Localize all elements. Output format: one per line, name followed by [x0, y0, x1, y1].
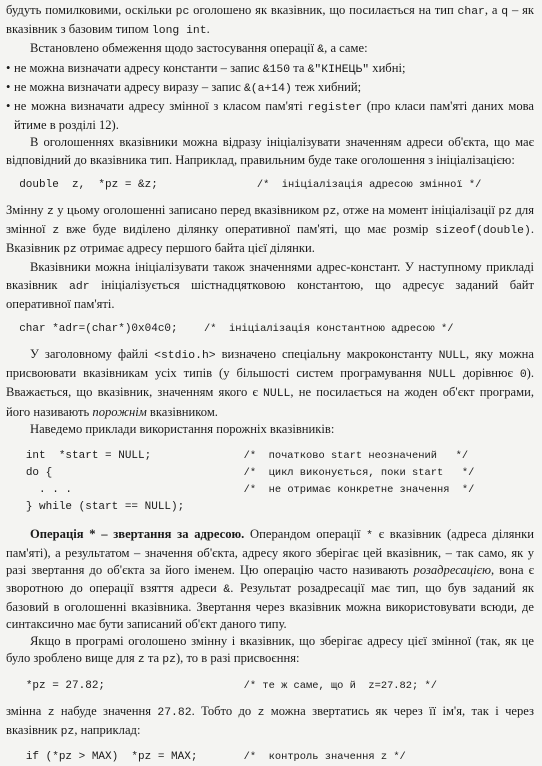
text: , яку можна присвоювати вказівникам усіх типів (у більшості систем програмування: [6, 347, 534, 381]
text: , наприклад:: [74, 722, 141, 737]
code-line: *pz = 27.82;: [25, 679, 106, 692]
code-line: . . .: [25, 484, 73, 497]
code-inline: sizeof(double): [435, 225, 531, 238]
restriction-list: [6, 60, 534, 135]
text: . Результат розадресації має тип, що був заданий як базовий в оголошенні вказівника. Звертання через вказівник можна використовувати всюди, де синтаксично має бути записаний об'єкт даного типу.: [6, 580, 534, 632]
paragraph-const-address: [6, 259, 534, 313]
code-inline: NULL: [428, 369, 456, 382]
text: ініціалізується шістнадцятковою константою, що адресує заданий байт оперативної пам'яті.: [6, 277, 534, 311]
code-line: double z, *pz = &z;: [19, 178, 158, 191]
text: оголошено як вказівник, що посилається на тип: [189, 3, 458, 17]
code-comment: /* цикл виконується, поки start */: [243, 467, 475, 480]
code-inline: <stdio.h>: [154, 350, 216, 363]
text: , отже на момент ініціалізації: [336, 202, 499, 217]
text: Вказівники можна ініціалізувати також значеннями адрес-констант. У наступному прикладі вказівник: [6, 260, 534, 292]
text: , не посилається на жоден об'єкт програми, його називають: [6, 385, 534, 419]
code-inline: pc: [175, 6, 190, 18]
text: змінна: [6, 703, 48, 718]
code-inline: q: [501, 6, 509, 18]
code-comment: /* те ж саме, що й z=27.82; */: [243, 679, 437, 692]
code-inline: 27.82: [157, 706, 192, 719]
text: – як вказівник з базовим типом: [6, 3, 534, 37]
code-inline: z: [47, 706, 55, 719]
text: у цьому оголошенні записано перед вказівником: [53, 202, 323, 217]
code-comment: /* ініціалізація константною адресою */: [204, 323, 454, 336]
code-inline: &150: [262, 63, 291, 76]
code-inline: *: [366, 530, 373, 543]
text: (про класи пам'яті даних мова йтиме в розділі 12).: [14, 99, 534, 133]
code-line: do {: [25, 467, 53, 480]
code-inline: pz: [60, 725, 75, 738]
paragraph-value: [6, 703, 534, 741]
list-item: [6, 98, 534, 134]
code-line: } while (start == NULL);: [25, 501, 185, 514]
text: набуде значення: [54, 703, 158, 718]
text: дорівнює: [455, 366, 520, 381]
emphasis: розадресацією: [413, 563, 491, 578]
paragraph-variable: [6, 202, 534, 260]
text: Змінну: [6, 202, 47, 217]
code-inline: z: [257, 706, 265, 719]
text: . Вказівник: [6, 222, 534, 256]
emphasis: порожнім: [92, 404, 147, 419]
code-inline: z: [52, 225, 60, 238]
list-item: [6, 79, 534, 98]
text: не можна визначати адресу виразу – запис: [14, 79, 244, 94]
code-block-4: [6, 678, 534, 695]
code-line: int *start = NULL;: [25, 450, 152, 463]
code-inline: long int: [151, 25, 207, 38]
text: У заголовному файлі: [30, 347, 155, 362]
text: вже буде виділено ділянку оперативної пам'яті, що має розмір: [59, 222, 436, 237]
text: не можна визначати адресу змінної з класом пам'яті: [14, 99, 308, 114]
text: .: [206, 22, 210, 37]
text: , а саме:: [324, 41, 368, 56]
text: не можна визначати адресу константи – запис: [14, 60, 263, 75]
code-inline: pz: [498, 205, 513, 218]
text: будуть помилковими, оскільки: [6, 3, 176, 17]
code-inline: pz: [322, 205, 337, 218]
code-inline: 0: [519, 369, 527, 382]
text: та: [290, 60, 308, 75]
code-inline: char: [457, 6, 485, 18]
paragraph-examples: Наведемо приклади використання порожніх вказівників:: [30, 421, 335, 436]
code-inline: pz: [63, 244, 77, 257]
text: Операндом операції: [244, 527, 367, 542]
text: вказівником.: [146, 404, 218, 419]
text: Якщо в програмі оголошено змінну і вказівник, що зберігає адресу цієї змінної (так, як це було зроблено вище для: [6, 634, 534, 666]
code-inline: z: [137, 654, 145, 667]
code-inline: z: [46, 205, 54, 218]
paragraph-intro: [6, 2, 534, 40]
code-inline: &(a+14): [243, 82, 292, 95]
code-inline: &: [317, 44, 325, 57]
text: ), то в разі присвоєння:: [175, 651, 300, 666]
text: , вона є зворотною до операції взяття адреси: [6, 563, 534, 595]
code-comment: /* початково start неозначений */: [243, 450, 469, 463]
text: , а: [484, 3, 502, 17]
text: Встановлено обмеження щодо застосування операції: [30, 41, 318, 56]
paragraph-assign: [6, 633, 534, 669]
code-inline: NULL: [438, 350, 466, 363]
paragraph-init: В оголошеннях вказівники можна відразу ініціалізувати значенням адреси об'єкта, що має відповідний до вказівника тип. Наприклад, правильним буде таке оголошення з ініціалізацією:: [6, 135, 534, 167]
text: отримає адресу першого байта цієї ділянки.: [76, 241, 315, 256]
code-block-2: [6, 321, 534, 338]
text: є вказівник (адреса ділянки пам'яті), а результатом – значення об'єкта, адресу якого зберігає цей вказівник, – так само, як у разі звертання до об'єкта за його іменем. Цю операцію часто називають: [6, 527, 535, 578]
code-block-3: [6, 448, 534, 516]
code-inline: pz: [162, 654, 176, 667]
code-inline: &: [223, 583, 231, 596]
code-inline: &"КІНЕЦЬ": [307, 63, 370, 76]
text: . Тобто до: [191, 703, 258, 718]
code-line: char *adr=(char*)0x04c0;: [19, 323, 178, 336]
code-inline: register: [307, 102, 363, 115]
code-comment: /* не отримає конкретне значення */: [243, 484, 475, 497]
paragraph-restrict: [6, 40, 534, 59]
text: для змінної: [6, 202, 535, 237]
paragraph-null: [6, 346, 534, 421]
text: та: [144, 651, 163, 666]
code-inline: adr: [69, 280, 90, 293]
text: ). Вважається, що вказівник, значенням якого є: [6, 366, 534, 400]
code-line: if (*pz > MAX) *pz = MAX;: [25, 751, 198, 764]
heading-inline: Операція * – звертання за адресою.: [30, 527, 245, 542]
text: хибні;: [369, 60, 406, 75]
code-block-5: [6, 749, 534, 766]
list-item: [6, 60, 534, 79]
text: теж хибний;: [291, 79, 362, 94]
code-comment: /* ініціалізація адресою змінної */: [256, 178, 482, 191]
text: визначено спеціальну макроконстанту: [215, 347, 439, 362]
text: можна звертатись як через її ім'я, так і через вказівник: [6, 703, 535, 737]
code-comment: /* контроль значення z */: [243, 751, 406, 764]
paragraph-dereference: [6, 526, 534, 633]
code-inline: NULL: [263, 388, 291, 401]
code-block-1: [6, 177, 534, 194]
